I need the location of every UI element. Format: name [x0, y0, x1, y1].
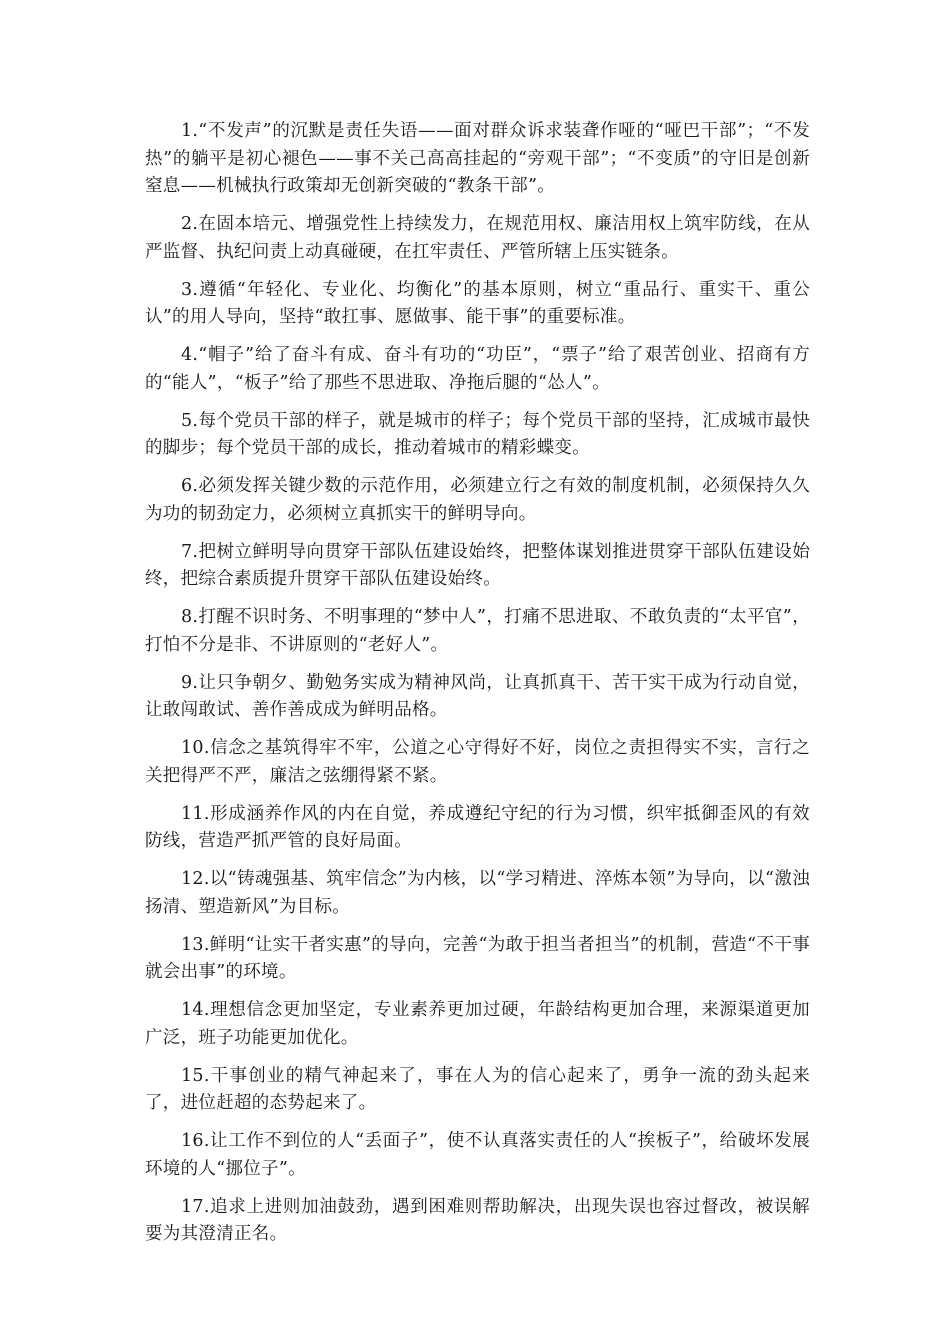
paragraph-5: 5.每个党员干部的样子，就是城市的样子；每个党员干部的坚持，汇成城市最快的脚步；每个党员干部的成长，推动着城市的精彩蝶变。	[145, 410, 810, 458]
paragraph-14: 14.理想信念更加坚定，专业素养更加过硬，年龄结构更加合理，来源渠道更加广泛，班子功能更加优化。	[145, 1000, 810, 1048]
paragraph-9: 9.让只争朝夕、勤勉务实成为精神风尚，让真抓真干、苦干实干成为行动自觉，让敢闯敢试、善作善成成为鲜明品格。	[145, 672, 810, 720]
paragraph-3: 3.遵循“年轻化、专业化、均衡化”的基本原则，树立“重品行、重实干、重公认”的用人导向，坚持“敢扛事、愿做事、能干事”的重要标准。	[145, 279, 810, 327]
paragraph-11: 11.形成涵养作风的内在自觉，养成遵纪守纪的行为习惯，织牢抵御歪风的有效防线，营造严抓严管的良好局面。	[145, 803, 810, 851]
paragraph-10: 10.信念之基筑得牢不牢，公道之心守得好不好，岗位之责担得实不实，言行之关把得严不严，廉洁之弦绷得紧不紧。	[145, 738, 810, 786]
paragraph-2: 2.在固本培元、增强党性上持续发力，在规范用权、廉洁用权上筑牢防线，在从严监督、执纪问责上动真碰硬，在扛牢责任、严管所辖上压实链条。	[145, 214, 810, 262]
paragraph-7: 7.把树立鲜明导向贯穿干部队伍建设始终，把整体谋划推进贯穿干部队伍建设始终，把综合素质提升贯穿干部队伍建设始终。	[145, 541, 810, 589]
document-body	[145, 118, 810, 1259]
paragraph-15: 15.干事创业的精气神起来了，事在人为的信心起来了，勇争一流的劲头起来了，进位赶超的态势起来了。	[145, 1065, 810, 1113]
paragraph-17: 17.追求上进则加油鼓劲，遇到困难则帮助解决，出现失误也容过督改，被误解要为其澄清正名。	[145, 1196, 810, 1244]
paragraph-4: 4.“帽子”给了奋斗有成、奋斗有功的“功臣”，“票子”给了艰苦创业、招商有方的“能人”，“板子”给了那些不思进取、净拖后腿的“怂人”。	[145, 345, 810, 393]
paragraph-12: 12.以“铸魂强基、筑牢信念”为内核，以“学习精进、淬炼本领”为导向，以“激浊扬清、塑造新风”为目标。	[145, 869, 810, 917]
paragraph-13: 13.鲜明“让实干者实惠”的导向，完善“为敢于担当者担当”的机制，营造“不干事就会出事”的环境。	[145, 934, 810, 982]
paragraph-16: 16.让工作不到位的人“丢面子”，使不认真落实责任的人“挨板子”，给破坏发展环境的人“挪位子”。	[145, 1131, 810, 1179]
paragraph-1: 1.“不发声”的沉默是责任失语——面对群众诉求装聋作哑的“哑巴干部”；“不发热”的躺平是初心褪色——事不关己高高挂起的“旁观干部”；“不变质”的守旧是创新窒息——机械执行政策却无创新突破的“教条干部”。	[145, 121, 810, 196]
paragraph-8: 8.打醒不识时务、不明事理的“梦中人”，打痛不思进取、不敢负责的“太平官”，打怕不分是非、不讲原则的“老好人”。	[145, 607, 810, 655]
paragraph-6: 6.必须发挥关键少数的示范作用，必须建立行之有效的制度机制，必须保持久久为功的韧劲定力，必须树立真抓实干的鲜明导向。	[145, 476, 810, 524]
